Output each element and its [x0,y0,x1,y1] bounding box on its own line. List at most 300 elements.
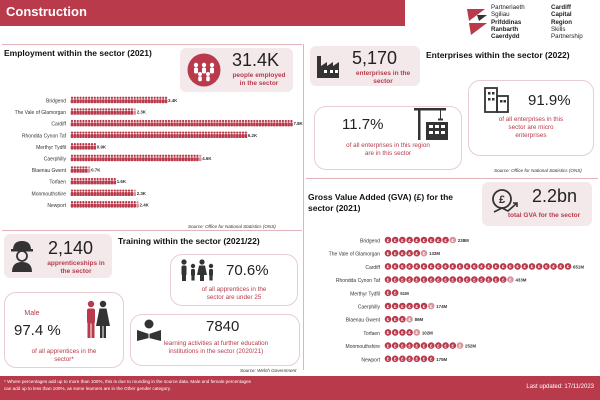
person-icon [82,166,84,168]
data-label: 651M [573,264,585,270]
person-icon [247,122,250,126]
person-icon [74,111,77,115]
person-icon [108,108,110,110]
bar-mark [71,189,136,196]
person-icon [145,97,147,99]
person-icon [131,97,133,99]
person-icon [74,166,76,168]
person-icon [79,201,81,203]
data-label: 2.3K [136,109,146,115]
person-icon [131,120,133,122]
person-icon [139,134,142,138]
person-icon [111,201,113,203]
person-icon [156,97,158,99]
person-icon [113,157,116,161]
person-icon [71,166,73,168]
person-icon [94,120,96,122]
person-icon [151,97,153,99]
person-icon [119,122,122,126]
person-icon [105,204,108,208]
person-icon [225,120,227,122]
person-icon [122,108,124,110]
person-icon [77,166,79,168]
person-icon [102,134,105,138]
person-icon [79,204,82,208]
pound-coin-icon: £ [429,237,433,243]
person-icon [77,143,79,145]
person-icon [148,122,151,126]
person-icon [145,157,148,161]
person-icon [199,131,201,133]
category-label: Newport [47,202,66,209]
category-label: Torfaen [49,179,66,186]
pound-coin-icon: £ [458,264,462,270]
person-icon [71,122,74,126]
person-icon [108,131,110,133]
person-icon [85,122,88,126]
person-icon [145,122,148,126]
person-icon [259,122,262,126]
pound-coin-icon: £ [415,251,419,256]
person-icon [225,131,227,133]
person-icon [114,131,116,133]
person-icon [99,111,102,115]
pound-coin-icon: £ [393,251,397,256]
person-icon [145,134,148,138]
person-icon [165,134,168,138]
person-icon [85,108,87,110]
person-icon [94,146,97,150]
person-icon [136,201,138,203]
enterprises-region-label: of all enterprises in this region are in this sector [346,142,430,157]
person-icon [111,120,113,122]
person-icon [205,131,207,133]
person-icon [119,189,121,191]
person-icon [82,143,84,145]
person-icon [145,99,148,103]
person-icon [74,120,76,122]
person-icon [211,131,213,133]
person-icon [128,131,130,133]
person-icon [88,122,91,126]
person-icon [267,122,270,126]
person-icon [213,134,216,138]
pound-coin-icon: £ [386,237,390,243]
person-icon [153,99,156,103]
person-icon [91,131,93,133]
person-icon [154,120,156,122]
person-icon [162,122,165,126]
person-icon [125,120,127,122]
bar-mark [385,342,464,349]
male-value: 97.4 % [14,322,61,339]
person-icon [142,134,145,138]
person-icon [122,157,125,161]
category-label: Newport [361,357,380,364]
pound-coin-icon: £ [408,303,411,309]
person-icon [91,122,94,126]
person-icon [91,201,93,203]
person-icon [94,111,97,115]
person-icon [122,192,125,196]
person-icon [111,134,114,138]
person-icon [176,155,178,157]
pound-coin-icon: £ [422,343,426,349]
person-icon [79,97,81,99]
person-icon [79,122,82,126]
person-icon [105,111,108,115]
person-icon [74,99,77,103]
person-icon [71,108,73,110]
cardiff-capital-region-logo [465,2,597,42]
person-icon [85,99,88,103]
pound-coin-icon: £ [408,237,411,243]
pound-coin-icon: £ [408,330,411,336]
logo-welsh-text: Partneriaeth Sgiliau Prifddinas Ranbarth Caerdydd [491,4,525,41]
construction-worker-icon [8,238,36,272]
person-icon [125,134,128,138]
learning-label: learning activities at further education institutions in the sector (2020/21) [163,340,269,355]
data-label: 6.2K [247,132,258,138]
person-icon [182,155,184,157]
person-icon [219,131,221,133]
person-icon [91,155,93,157]
person-icon [76,122,79,126]
bar-mark [385,316,413,323]
person-icon [131,189,133,191]
person-icon [182,134,185,138]
person-icon [131,108,133,110]
person-icon [102,192,105,196]
pound-coin-icon: £ [415,330,419,336]
person-icon [256,120,258,122]
person-icon [102,180,105,184]
person-icon [142,97,144,99]
logo-mark-icon [465,5,489,37]
person-icon [99,192,102,196]
person-icon [210,134,213,138]
data-label: 175M [436,356,448,362]
employment-title: Employment within the sector (2021) [4,48,152,58]
person-icon [242,134,245,138]
horizontal-divider-left [2,230,302,231]
person-icon [153,134,156,138]
person-icon [270,122,273,126]
person-icon [125,97,127,99]
person-icon [162,131,164,133]
person-icon [199,120,201,122]
person-icon [114,178,116,180]
person-icon [122,111,125,115]
person-icon [71,201,73,203]
pound-coin-icon: £ [408,356,411,362]
pound-coin-icon: £ [444,237,447,243]
person-icon [285,120,287,122]
bar-mark [385,303,435,310]
person-icon [230,122,233,126]
person-icon [196,157,199,161]
person-icon [173,131,175,133]
person-icon [154,131,156,133]
person-icon [125,189,127,191]
person-icon [239,120,241,122]
person-icon [88,146,91,150]
person-icon [116,155,118,157]
pound-coin-icon: £ [415,264,419,270]
person-icon [265,120,267,122]
person-icon [105,131,107,133]
person-icon [102,97,104,99]
person-icon [125,204,128,208]
data-label: 7.8K [293,121,303,127]
person-icon [196,131,198,133]
person-icon [116,192,119,196]
person-icon [193,157,196,161]
person-icon [105,155,107,157]
person-icon [171,155,173,157]
pound-coin-icon: £ [465,277,469,283]
person-icon [151,157,154,161]
person-icon [239,134,242,138]
person-icon [170,157,173,161]
person-icon [85,166,87,168]
person-icon [210,122,213,126]
person-icon [94,134,97,138]
person-icon [136,122,139,126]
person-icon [242,131,244,133]
category-label: Monmouthshire [31,191,66,198]
bar-mark [71,97,168,104]
apprenticeships-label: apprenticeships in the sector [47,260,105,275]
male-label: Male [24,310,40,317]
pound-coin-icon: £ [473,277,476,283]
person-icon [111,189,113,191]
person-icon [114,120,116,122]
data-label: 2.4K [139,202,149,208]
person-icon [122,131,124,133]
pound-coin-icon: £ [537,264,541,270]
pound-coin-icon: £ [386,330,390,336]
person-icon [145,131,147,133]
category-label: Blaenau Gwent [31,168,66,175]
person-icon [125,155,127,157]
person-icon [119,204,122,208]
pound-coin-icon: £ [530,264,534,270]
person-icon [176,120,178,122]
person-icon [108,122,111,126]
person-icon [96,192,99,196]
person-icon [91,178,93,180]
person-icon [253,120,255,122]
person-icon [119,192,122,196]
pound-coin-icon: £ [408,277,411,283]
person-icon [134,155,136,157]
person-icon [99,131,101,133]
person-icon [108,157,111,161]
person-icon [94,108,96,110]
person-icon [88,189,90,191]
pound-coin-icon: £ [408,251,411,256]
person-icon [94,97,96,99]
category-label: Blaenau Gwent [345,317,380,324]
person-icon [222,131,224,133]
page-title: Construction [6,4,87,19]
under25-value: 70.6% [226,262,269,279]
person-icon [108,134,111,138]
person-icon [211,120,213,122]
person-icon [156,131,158,133]
person-icon [199,122,202,126]
person-icon [179,120,181,122]
person-icon [273,122,276,126]
person-icon [77,155,79,157]
person-icon [94,155,96,157]
person-icon [116,99,119,103]
data-label: 133M [429,251,441,257]
person-icon [71,189,73,191]
data-label: 2.3K [136,190,146,196]
person-icon [128,192,131,196]
person-icon [156,120,158,122]
family-people-icon [178,258,218,282]
person-icon [91,180,94,184]
enterprises-micro-pct: 91.9% [528,92,571,109]
person-icon [91,97,93,99]
person-icon [74,155,76,157]
person-icon [142,155,144,157]
person-icon [199,157,202,161]
person-icon [102,120,104,122]
pound-coin-icon: £ [393,277,397,283]
person-icon [222,120,224,122]
pound-coin-icon: £ [422,251,426,256]
person-icon [133,157,136,161]
person-icon [91,120,93,122]
person-icon [119,111,122,115]
person-icon [191,131,193,133]
person-icon [170,134,173,138]
person-icon [102,178,104,180]
person-icon [245,131,247,133]
person-icon [122,97,124,99]
person-icon [77,131,79,133]
person-icon [114,108,116,110]
person-icon [122,201,124,203]
person-icon [128,97,130,99]
person-icon [91,99,94,103]
pound-coin-icon: £ [451,264,455,270]
person-icon [122,120,124,122]
person-icon [91,192,94,196]
person-icon [148,97,150,99]
person-icon [245,122,248,126]
person-icon [151,99,154,103]
person-icon [99,108,101,110]
person-icon [77,97,79,99]
person-icon [88,155,90,157]
person-icon [85,146,88,150]
pound-coin-icon: £ [437,343,440,349]
person-icon [219,134,222,138]
person-icon [128,120,130,122]
person-icon [171,120,173,122]
person-icon [188,122,191,126]
pound-coin-icon: £ [458,343,462,349]
category-label: Caerphilly [43,156,66,163]
person-icon [74,180,77,184]
person-icon [159,122,162,126]
person-icon [82,134,85,138]
person-icon [97,131,99,133]
person-icon [71,120,73,122]
person-icon [116,131,118,133]
pound-coin-icon: £ [501,277,505,283]
male-female-icon [82,300,112,340]
person-icon [134,120,136,122]
person-icon [205,122,208,126]
person-icon [122,122,125,126]
data-label: 4.6K [202,156,212,161]
person-icon [279,122,282,126]
person-icon [71,180,74,184]
person-icon [131,99,134,103]
person-icon [128,189,130,191]
person-icon [71,111,74,115]
enterprises-micro-label: of all enterprises in this sector are micro enterprises [498,116,564,139]
person-icon [199,155,201,157]
pound-coin-icon: £ [386,251,390,256]
person-icon [159,155,161,157]
person-icon [111,108,113,110]
person-icon [79,157,82,161]
person-icon [168,134,171,138]
person-icon [182,157,185,161]
pound-coin-icon: £ [451,237,455,243]
person-icon [82,169,85,173]
person-icon [105,201,107,203]
person-icon [71,157,74,161]
reading-student-icon [136,318,162,342]
pound-coin-icon: £ [552,264,555,270]
person-icon [133,204,136,208]
pound-coin-icon: £ [516,264,519,270]
person-icon [122,204,125,208]
pound-coin-icon: £ [566,264,570,270]
person-icon [153,157,156,161]
person-icon [79,131,81,133]
person-icon [82,120,84,122]
person-icon [76,134,79,138]
person-icon [242,120,244,122]
category-label: Cardiff [365,264,380,271]
person-icon [159,157,162,161]
person-icon [119,134,122,138]
data-label: 0.9K [96,144,107,150]
person-icon [134,97,136,99]
person-icon [222,134,225,138]
person-icon [125,201,127,203]
person-icon [213,122,216,126]
person-icon [154,155,156,157]
person-icon [119,131,121,133]
person-icon [136,155,138,157]
person-icon [85,143,87,145]
bar-mark [385,290,399,297]
person-icon [128,99,131,103]
category-label: The Vale of Glamorgan [14,110,66,117]
person-icon [185,134,188,138]
pound-coin-icon: £ [429,356,433,362]
